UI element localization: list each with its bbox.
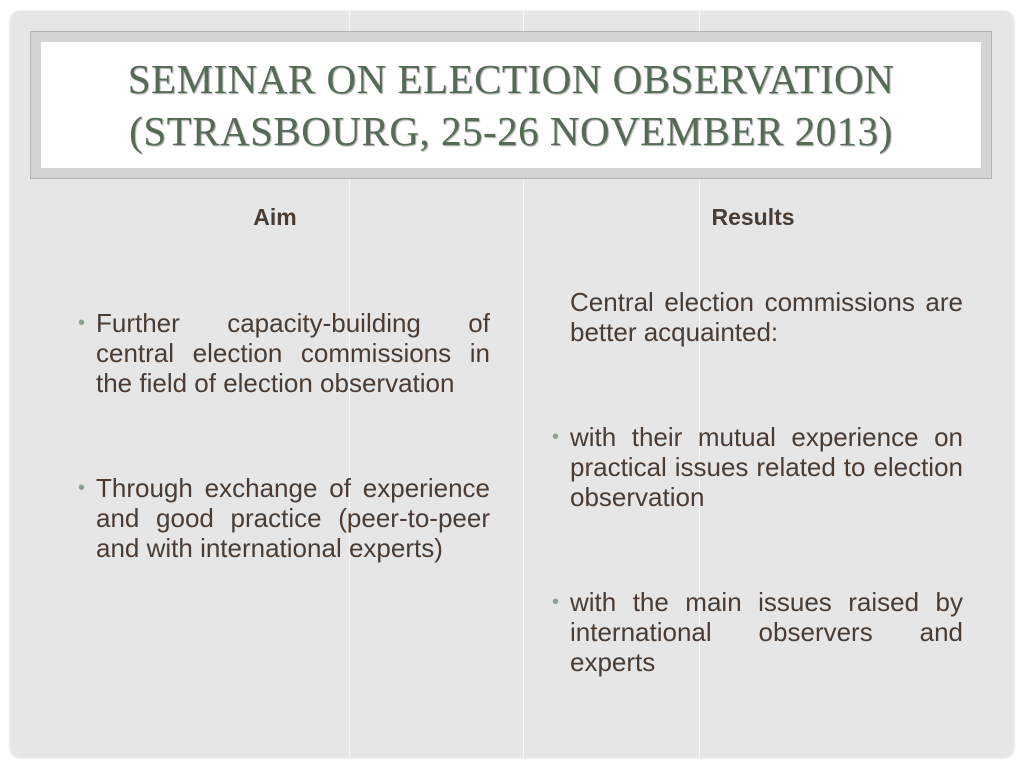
results-bullet-1 <box>544 422 963 512</box>
aim-bullet-text: Further capacity-building of central election commissions in the field of election observation <box>96 308 490 398</box>
aim-bullet-1 <box>70 308 490 398</box>
bullet-icon: • <box>552 591 560 613</box>
results-intro: Central election commissions are better acquainted: <box>570 287 963 347</box>
title-frame <box>30 31 992 179</box>
results-bullet-text: with their mutual experience on practical issues related to election observation <box>570 422 963 512</box>
bullet-icon: • <box>78 312 86 334</box>
results-bullet-text: with the main issues raised by international observers and experts <box>570 587 963 677</box>
title-panel <box>41 42 981 168</box>
aim-bullet-2 <box>70 473 490 563</box>
aim-bullet-text: Through exchange of experience and good practice (peer-to-peer and with international experts) <box>96 473 490 563</box>
results-bullet-2 <box>544 587 963 677</box>
bullet-icon: • <box>552 426 560 448</box>
results-heading: Results <box>711 204 795 230</box>
slide-title-line-1: SEMINAR ON ELECTION OBSERVATION <box>127 56 895 102</box>
slide-title-line-2: (STRASBOURG, 25-26 NOVEMBER 2013) <box>129 108 893 154</box>
aim-heading: Aim <box>253 204 297 230</box>
bullet-icon: • <box>78 477 86 499</box>
slide <box>10 11 1014 758</box>
